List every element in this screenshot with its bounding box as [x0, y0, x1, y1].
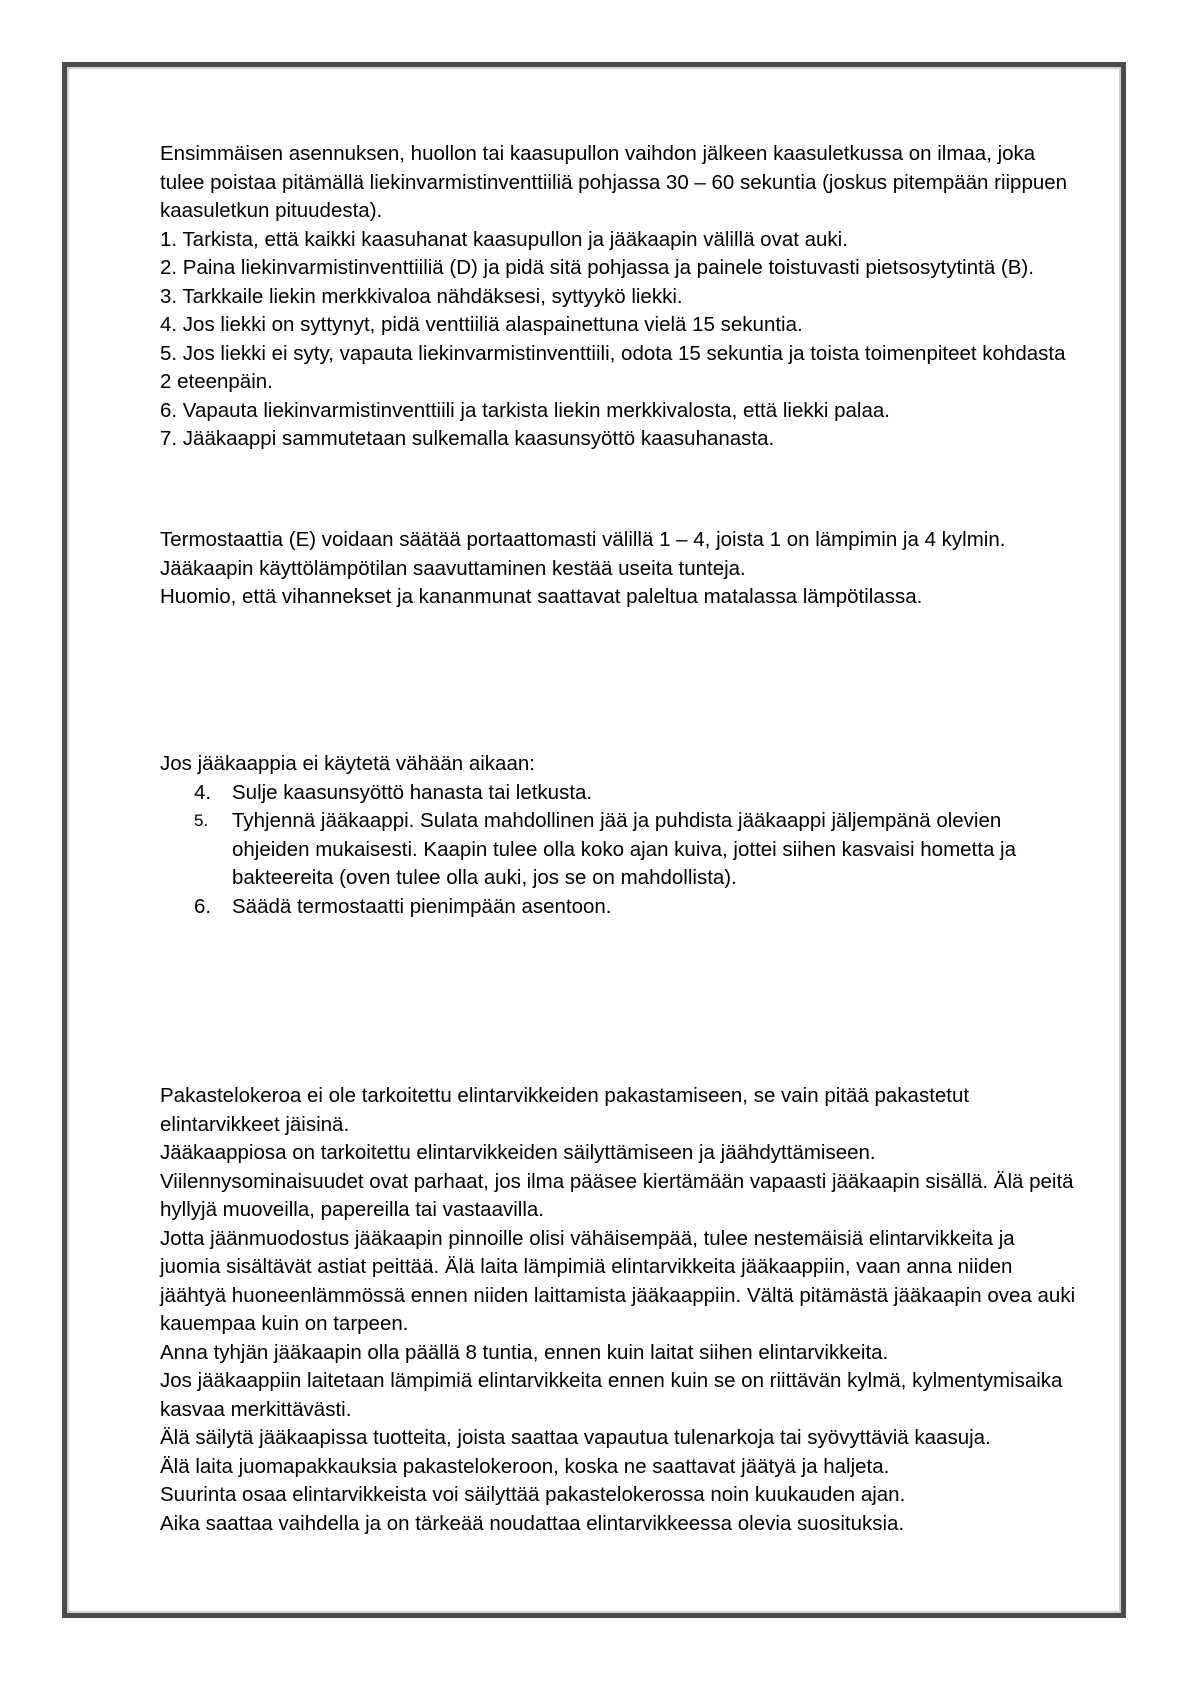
paragraph: Anna tyhjän jääkaapin olla päällä 8 tuntia, ennen kuin laitat siihen elintarvikkeita.	[160, 1340, 889, 1364]
paragraph: Jos jääkaappiin laitetaan lämpimiä elintarvikkeita ennen kuin se on riittävän kylmä, kylmentymisaika kasvaa merkittävästi.	[160, 1369, 1063, 1421]
list-text: Tyhjennä jääkaappi. Sulata mahdollinen jää ja puhdista jääkaappi jäljempänä olevien ohjeiden mukaisesti. Kaapin tulee olla koko ajan kuiva, jottei siihen kasvaisi hometta ja bakteereita (oven tulee olla auki, jos se on mahdollista).	[232, 809, 1017, 889]
step-item: 7. Jääkaappi sammutetaan sulkemalla kaasunsyöttö kaasuhanasta.	[160, 427, 775, 450]
paragraph: Älä laita juomapakkauksia pakastelokeroon, koska ne saattavat jäätyä ja haljeta.	[160, 1454, 890, 1478]
step-item: 4. Jos liekki on syttynyt, pidä venttiiliä alaspainettuna vielä 15 sekuntia.	[160, 313, 803, 336]
paragraph: Älä säilytä jääkaapissa tuotteita, joista saattaa vapautua tulenarkoja tai syövyttäviä kaasuja.	[160, 1426, 991, 1449]
section-gas-ignition	[160, 140, 1080, 454]
section-thermostat	[160, 526, 1080, 612]
paragraph: Huomio, että vihannekset ja kananmunat saattavat paleltua matalassa lämpötilassa.	[160, 585, 923, 608]
step-item: 3. Tarkkaile liekin merkkivaloa nähdäksesi, syttyykö liekki.	[160, 284, 683, 308]
step-item: 5. Jos liekki ei syty, vapauta liekinvarmistinventtiili, odota 15 sekuntia ja toista toimenpiteet kohdasta 2 eteenpäin.	[160, 341, 1066, 393]
list-number: 6.	[194, 894, 212, 918]
list-item	[160, 779, 1080, 808]
paragraph: Jotta jäänmuodostus jääkaapin pinnoille olisi vähäisempää, tulee nestemäisiä elintarvikkeita ja juomia sisältävät astiat peittää. Älä laita lämpimiä elintarvikkeita jääkaappiin, vaan anna niiden jäähtyä huoneenlämmössä ennen niiden laittamista jääkaappiin. Vältä pitämästä jääkaapin ovea auki kauempaa kuin on tarpeen.	[160, 1226, 1076, 1335]
section-storage	[160, 1082, 1080, 1538]
step-item: 2. Paina liekinvarmistinventtiiliä (D) ja pidä sitä pohjassa ja painele toistuvasti pietsosytytintä (B).	[160, 256, 1034, 279]
list-text: Sulje kaasunsyöttö hanasta tai letkusta.	[232, 780, 593, 804]
list-item	[160, 893, 1080, 922]
paragraph: Jääkaapin käyttölämpötilan saavuttaminen kestää useita tunteja.	[160, 556, 746, 580]
list-number: 4.	[194, 780, 212, 804]
section-not-in-use	[160, 750, 1080, 921]
list-intro: Jos jääkaappia ei käytetä vähään aikaan:	[160, 752, 535, 775]
paragraph: Termostaattia (E) voidaan säätää portaattomasti välillä 1 – 4, joista 1 on lämpimin ja 4 kylmin.	[160, 528, 1006, 551]
paragraph: Pakastelokeroa ei ole tarkoitettu elintarvikkeiden pakastamiseen, se vain pitää pakastetut elintarvikkeet jäisinä.	[160, 1084, 970, 1136]
step-item: 6. Vapauta liekinvarmistinventtiili ja tarkista liekin merkkivalosta, että liekki palaa.	[160, 398, 890, 422]
step-list	[160, 779, 1080, 922]
paragraph: Ensimmäisen asennuksen, huollon tai kaasupullon vaihdon jälkeen kaasuletkussa on ilmaa, joka tulee poistaa pitämällä liekinvarmistinventtiiliä pohjassa 30 – 60 sekuntia (joskus pitempään riippuen kaasuletkun pituudesta).	[160, 142, 1068, 222]
list-number: 5.	[194, 811, 209, 830]
step-item: 1. Tarkista, että kaikki kaasuhanat kaasupullon ja jääkaapin välillä ovat auki.	[160, 227, 848, 251]
list-text: Säädä termostaatti pienimpään asentoon.	[232, 894, 612, 918]
list-item	[160, 807, 1080, 893]
paragraph: Suurinta osaa elintarvikkeista voi säilyttää pakastelokerossa noin kuukauden ajan.	[160, 1483, 906, 1506]
paragraph: Jääkaappiosa on tarkoitettu elintarvikkeiden säilyttämiseen ja jäähdyttämiseen. Viilennysominaisuudet ovat parhaat, jos ilma pääsee kiertämään vapaasti jääkaapin sisällä. Älä peitä hyllyjä muoveilla, papereilla tai vastaavilla.	[160, 1141, 1074, 1221]
paragraph: Aika saattaa vaihdella ja on tärkeää noudattaa elintarvikkeessa olevia suosituksia.	[160, 1511, 905, 1535]
